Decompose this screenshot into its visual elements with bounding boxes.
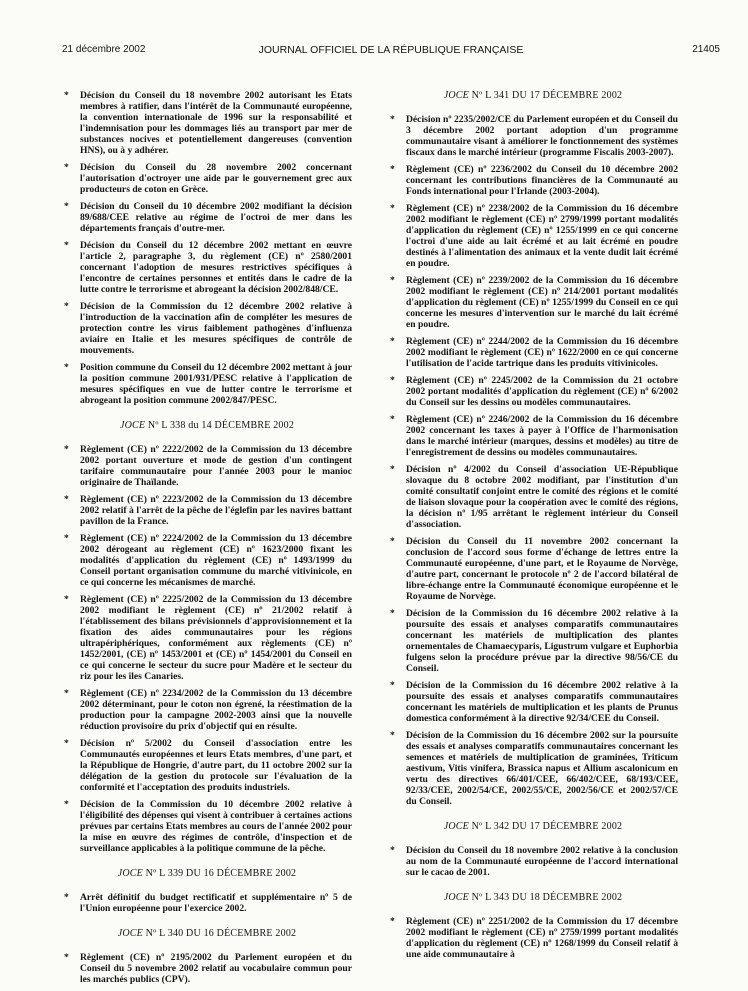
header-date: 21 décembre 2002 xyxy=(62,44,146,55)
list-item: * Règlement (CE) nº 2234/2002 de la Commission du 13 décembre 2002 déterminant, pour le coton non égrené, la réestimation de la production pour la campagne 2002-2003 ainsi que la nouvelle réduction provisoire du prix d'objectif qui en résulte. xyxy=(62,688,352,732)
list-item: * Décision nº 4/2002 du Conseil d'association UE-République slovaque du 8 octobre 2002 modifiant, par l'institution d'un comité consultatif conjoint entre le comité des régions et le comité de liaison slovaque pour la coopération avec le comité des régions, la décision nº 1/95 arrêtant le règlement intérieur du Conseil d'association. xyxy=(388,464,678,530)
section-heading xyxy=(388,892,678,904)
section-heading xyxy=(62,868,352,880)
list-item: * Règlement (CE) nº 2251/2002 de la Commission du 17 décembre 2002 modifiant le règlement (CE) nº 2759/1999 portant modalités d'application du règlement (CE) nº 1268/1999 du Conseil relatif à une aide communautaire à xyxy=(388,916,678,960)
item-list xyxy=(62,952,352,985)
list-item: * Règlement (CE) nº 2238/2002 de la Commission du 16 décembre 2002 modifiant le règlement (CE) nº 2799/1999 portant modalités d'application du règlement (CE) nº 1255/1999 en ce qui concerne l'octroi d'une aide au lait écrémé et au lait écrémé en poudre destinés à l'alimentation des animaux et la vente dudit lait écrémé en poudre. xyxy=(388,203,678,269)
section-heading-text: Nº L 343 DU 18 DÉCEMBRE 2002 xyxy=(468,892,623,903)
right-column xyxy=(388,90,678,966)
list-item: * Décision du Conseil du 18 novembre 2002 autorisant les Etats membres à ratifier, dans l'intérêt de la Communauté européenne, la convention internationale de 1996 sur la responsabilité et l'indemnisation pour les dommages liés au transport par mer de substances nocives et potentiellement dangereuses (convention HNS), ou à y adhérer. xyxy=(62,90,352,156)
joce-label: JOCE xyxy=(443,90,469,101)
joce-label: JOCE xyxy=(443,892,469,903)
section-heading-text: Nº L 339 DU 16 DÉCEMBRE 2002 xyxy=(142,868,297,879)
list-item: * Décision de la Commission du 16 décembre 2002 relative à la poursuite des essais et analyses comparatifs communautaires concernant les matériels de multiplication des plantes ornementales de Chamaecyparis, Ligustrum vulgare et Euphorbia fulgens selon la procédure prévue par la directive 98/56/CE du Conseil. xyxy=(388,608,678,674)
list-item: * Décision du Conseil du 28 novembre 2002 concernant l'autorisation d'octroyer une aide par le gouvernement grec aux producteurs de coton en Grèce. xyxy=(62,162,352,195)
joce-label: JOCE xyxy=(119,420,146,431)
list-item: * Décision du Conseil du 12 décembre 2002 mettant en œuvre l'article 2, paragraphe 3, du règlement (CE) nº 2580/2001 concernant l'adoption de mesures restrictives spécifiques à l'encontre de certaines personnes et entités dans le cadre de la lutte contre le terrorisme et abrogeant la décision 2002/848/CE. xyxy=(62,240,352,295)
list-item: * Règlement (CE) nº 2246/2002 de la Commission du 16 décembre 2002 concernant les taxes à payer à l'Office de l'harmonisation dans le marché intérieur (marques, dessins et modèles) au titre de l'enregistrement de dessins ou modèles communautaires. xyxy=(388,414,678,458)
list-item: * Décision du Conseil du 11 novembre 2002 concernant la conclusion de l'accord sous forme d'échange de lettres entre la Communauté européenne, d'une part, et le Royaume de Norvège, d'autre part, concernant le protocole nº 2 de l'accord bilatéral de libre-échange entre la Communauté économique européenne et le Royaume de Norvège. xyxy=(388,536,678,602)
section-heading-text: Nº L 342 DU 17 DÉCEMBRE 2002 xyxy=(468,821,623,832)
section-heading-text: Nº L 341 DU 17 DÉCEMBRE 2002 xyxy=(468,90,623,101)
left-column xyxy=(62,90,352,991)
section-heading xyxy=(62,928,352,940)
item-list xyxy=(388,114,678,807)
list-item: * Décision du Conseil du 18 novembre 2002 relative à la conclusion au nom de la Communauté européenne de l'accord international sur le cacao de 2001. xyxy=(388,845,678,878)
header-page-number: 21405 xyxy=(692,44,720,55)
item-list xyxy=(62,444,352,854)
item-list xyxy=(62,892,352,914)
section-heading-text: Nº L 340 DU 16 DÉCEMBRE 2002 xyxy=(142,928,297,939)
list-item: * Règlement (CE) nº 2223/2002 de la Commission du 13 décembre 2002 relatif à l'arrêt de la pêche de l'églefin par les navires battant pavillon de la France. xyxy=(62,494,352,527)
section-heading-text: Nº L 338 du 14 DÉCEMBRE 2002 xyxy=(145,420,295,431)
list-item: * Règlement (CE) nº 2245/2002 de la Commission du 21 octobre 2002 portant modalités d'application du règlement (CE) nº 6/2002 du Conseil sur les dessins ou modèles communautaires. xyxy=(388,375,678,408)
list-item: * Décision de la Commission du 10 décembre 2002 relative à l'éligibilité des dépenses qui visent à contribuer à certaines actions prévues par certains Etats membres au cours de l'année 2002 pour la mise en œuvre des régimes de contrôle, d'inspection et de surveillance applicables à la politique commune de la pêche. xyxy=(62,799,352,854)
item-list xyxy=(388,916,678,960)
list-item: * Règlement (CE) nº 2225/2002 de la Commission du 13 décembre 2002 modifiant le règlement (CE) nº 21/2002 relatif à l'établissement des bilans prévisionnels d'approvisionnement et la fixation des aides communautaires pour les régions ultrapériphériques, conformément aux règlements (CE) nº 1452/2001, (CE) nº 1453/2001 et (CE) nº 1454/2001 du Conseil en ce qui concerne le secteur du sucre pour Madère et le secteur du riz pour les îles Canaries. xyxy=(62,594,352,682)
list-item: * Arrêt définitif du budget rectificatif et supplémentaire nº 5 de l'Union européenne pour l'exercice 2002. xyxy=(62,892,352,914)
joce-label: JOCE xyxy=(443,821,469,832)
list-item: * Règlement (CE) nº 2236/2002 du Conseil du 10 décembre 2002 concernant les contributions financières de la Communauté au Fonds international pour l'Irlande (2003-2004). xyxy=(388,164,678,197)
section-heading xyxy=(388,821,678,833)
section-heading xyxy=(388,90,678,102)
list-item: * Décision de la Commission du 12 décembre 2002 relative à l'introduction de la vaccination afin de compléter les mesures de protection contre les virus faiblement pathogènes d'influenza aviaire en Italie et les mesures spécifiques de contrôle de mouvements. xyxy=(62,301,352,356)
list-item: * Règlement (CE) nº 2224/2002 de la Commission du 13 décembre 2002 dérogeant au règlement (CE) nº 1623/2000 fixant les modalités d'application du règlement (CE) nº 1493/1999 du Conseil portant organisation commune du marché vitivinicole, en ce qui concerne les mécanismes de marché. xyxy=(62,533,352,588)
page-header xyxy=(62,43,720,57)
list-item: * Décision de la Commission du 16 décembre 2002 sur la poursuite des essais et analyses comparatifs communautaires concernant les semences et matériels de multiplication de graminées, Triticum aestivum, Vitis vinifera, Brassica napus et Allium ascalonicum en vertu des directives 66/401/CEE, 66/402/CEE, 68/193/CEE, 92/33/CEE, 2002/54/CE, 2002/55/CE, 2002/56/CE et 2002/57/CE du Conseil. xyxy=(388,730,678,807)
list-item: * Règlement (CE) nº 2195/2002 du Parlement européen et du Conseil du 5 novembre 2002 relatif au vocabulaire commun pour les marchés publics (CPV). xyxy=(62,952,352,985)
list-item: * Règlement (CE) nº 2239/2002 de la Commission du 16 décembre 2002 modifiant le règlement (CE) nº 214/2001 portant modalités d'application du règlement (CE) nº 1255/1999 du Conseil en ce qui concerne les mesures d'intervention sur le marché du lait écrémé en poudre. xyxy=(388,275,678,330)
list-item: * Position commune du Conseil du 12 décembre 2002 mettant à jour la position commune 2001/931/PESC relative à l'application de mesures spécifiques en vue de lutter contre le terrorisme et abrogeant la position commune 2002/847/PESC. xyxy=(62,362,352,406)
item-list xyxy=(388,845,678,878)
list-item: * Décision de la Commission du 16 décembre 2002 relative à la poursuite des essais et analyses comparatifs communautaires concernant les matériels de multiplication et les plants de Prunus domestica conformément à la directive 92/34/CEE du Conseil. xyxy=(388,680,678,724)
joce-label: JOCE xyxy=(117,928,143,939)
section-heading xyxy=(62,420,352,432)
list-item: * Décision nº 5/2002 du Conseil d'association entre les Communautés européennes et leurs Etats membres, d'une part, et la République de Hongrie, d'autre part, du 11 octobre 2002 sur la délégation de la gestion du protocole sur l'évaluation de la conformité et l'acceptation des produits industriels. xyxy=(62,738,352,793)
list-item: * Règlement (CE) nº 2244/2002 de la Commission du 16 décembre 2002 modifiant le règlement (CE) nº 1622/2000 en ce qui concerne l'utilisation de l'acide tartrique dans les produits vitivinicoles. xyxy=(388,336,678,369)
list-item: * Règlement (CE) nº 2222/2002 de la Commission du 13 décembre 2002 portant ouverture et mode de gestion d'un contingent tarifaire communautaire pour l'année 2003 pour le manioc originaire de Thaïlande. xyxy=(62,444,352,488)
header-title: JOURNAL OFFICIEL DE LA RÉPUBLIQUE FRANÇAISE xyxy=(258,44,524,56)
joce-label: JOCE xyxy=(117,868,143,879)
list-item: * Décision nº 2235/2002/CE du Parlement européen et du Conseil du 3 décembre 2002 portant adoption d'un programme communautaire visant à améliorer le fonctionnement des systèmes fiscaux dans le marché intérieur (programme Fiscalis 2003-2007). xyxy=(388,114,678,158)
list-item: * Décision du Conseil du 10 décembre 2002 modifiant la décision 89/688/CEE relative au régime de l'octroi de mer dans les départements français d'outre-mer. xyxy=(62,201,352,234)
item-list xyxy=(62,90,352,406)
